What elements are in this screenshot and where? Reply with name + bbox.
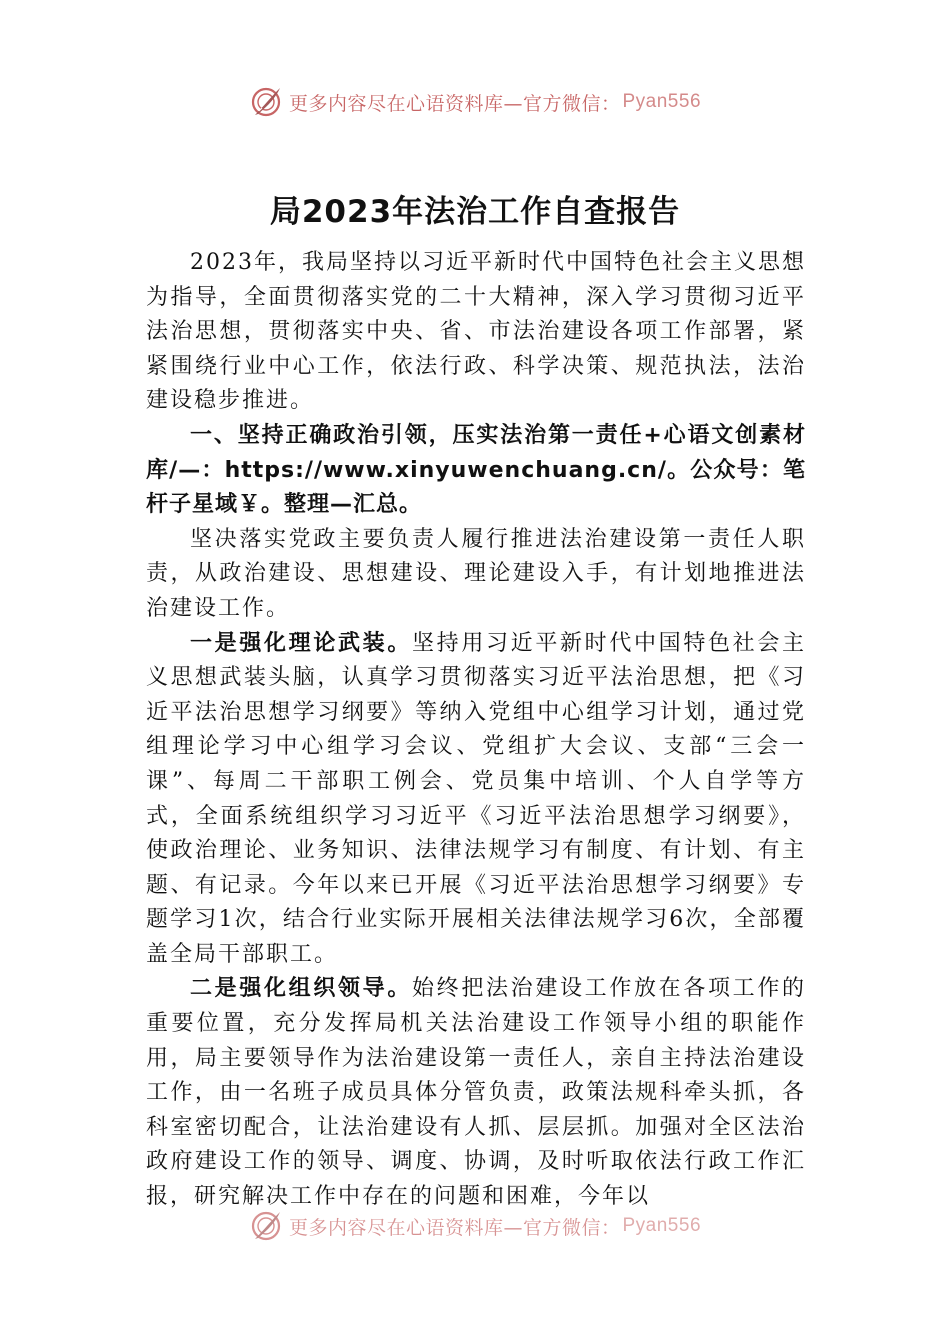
document-body: [146, 246, 806, 1215]
quill-logo-icon: [249, 1209, 283, 1243]
watermark-header: [0, 82, 950, 122]
point-1-lead: 一是强化理论武装。: [190, 630, 412, 656]
watermark-wechat-id: Pyan556: [622, 91, 702, 112]
watermark-text: 更多内容尽在心语资料库—官方微信：: [288, 1216, 621, 1239]
document-title: 局2023年法治工作自查报告: [269, 194, 681, 230]
point-2-paragraph: [146, 972, 806, 1214]
watermark-footer: [0, 1206, 950, 1246]
section-1-paragraph: 坚决落实党政主要负责人履行推进法治建设第一责任人职责，从政治建设、思想建设、理论建设入手，有计划地推进法治建设工作。: [146, 526, 806, 621]
intro-paragraph: 2023年，我局坚持以习近平新时代中国特色社会主义思想为指导，全面贯彻落实党的二十大精神，深入学习贯彻习近平法治思想，贯彻落实中央、省、市法治建设各项工作部署，紧紧围绕行业中心工作，依法行政、科学决策、规范执法，法治建设稳步推进。: [146, 250, 806, 414]
section-heading-1: 一、坚持正确政治引领，压实法治第一责任+心语文创素材库/—：https://www.xinyuwenchuang.cn/。公众号：笔杆子星域￥。整理—汇总。: [146, 422, 806, 518]
point-1-body: 坚持用习近平新时代中国特色社会主义思想武装头脑，认真学习贯彻落实习近平法治思想，把《习近平法治思想学习纲要》等纳入党组中心组学习计划，通过党组理论学习中心组学习会议、党组扩大会议、支部“三会一课”、每周二干部职工例会、党员集中培训、个人自学等方式，全面系统组织学习习近平《习近平法治思想学习纲要》，使政治理论、业务知识、法律法规学习有制度、有计划、有主题、有记录。今年以来已开展《习近平法治思想学习纲要》专题学习1次，结合行业实际开展相关法律法规学习6次，全部覆盖全局干部职工。: [146, 630, 806, 967]
point-2-body: 始终把法治建设工作放在各项工作的重要位置，充分发挥局机关法治建设工作领导小组的职能作用，局主要领导作为法治建设第一责任人，亲自主持法治建设工作，由一名班子成员具体分管负责，政策法规科牵头抓，各科室密切配合，让法治建设有人抓、层层抓。加强对全区法治政府建设工作的领导、调度、协调，及时听取依法行政工作汇报，研究解决工作中存在的问题和困难，今年以: [146, 976, 806, 1210]
point-1-paragraph: [146, 627, 806, 973]
quill-logo-icon: [249, 85, 283, 119]
watermark-text: 更多内容尽在心语资料库—官方微信：: [288, 92, 621, 115]
point-2-lead: 二是强化组织领导。: [190, 976, 412, 1002]
watermark-wechat-id: Pyan556: [622, 1215, 702, 1236]
